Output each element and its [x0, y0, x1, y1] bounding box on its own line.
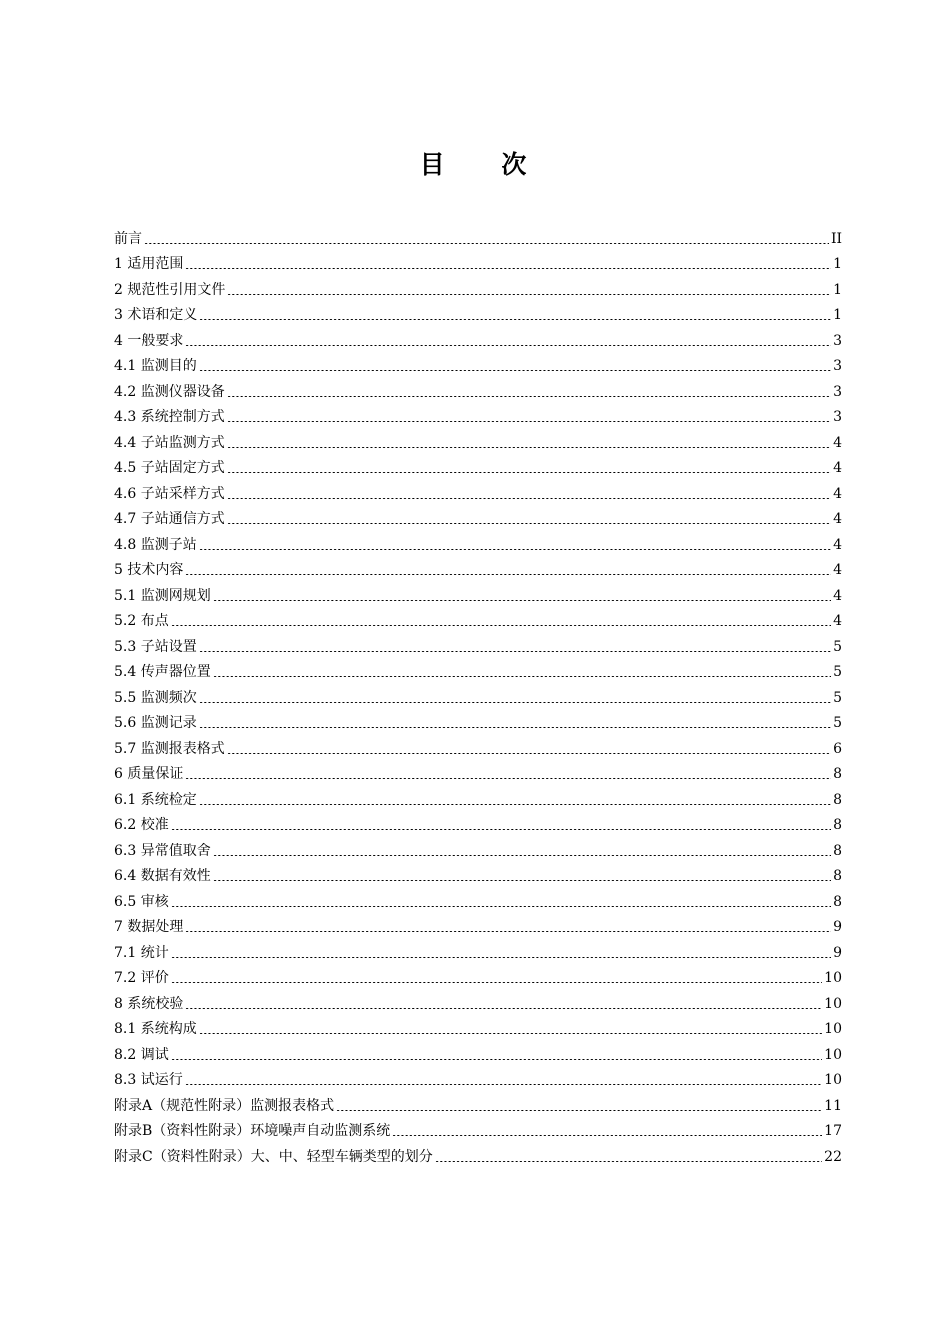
toc-entry[interactable]: [114, 1119, 842, 1145]
toc-entry-page-number: 1: [833, 281, 842, 298]
toc-leader-dots: [227, 498, 831, 499]
toc-entry-label: 前言: [114, 230, 142, 247]
toc-entry[interactable]: [114, 379, 842, 405]
toc-leader-dots: [435, 1161, 822, 1162]
toc-entry-label: 5.6 监测记录: [114, 715, 197, 732]
toc-entry[interactable]: [114, 405, 842, 431]
toc-entry-page-number: 8: [833, 817, 842, 834]
toc-entry-label: 6.1 系统检定: [114, 791, 197, 808]
toc-entry[interactable]: [114, 609, 842, 635]
toc-entry[interactable]: [114, 226, 842, 252]
toc-leader-dots: [171, 1059, 822, 1060]
toc-leader-dots: [171, 829, 831, 830]
toc-entry[interactable]: [114, 507, 842, 533]
toc-entry[interactable]: [114, 1042, 842, 1068]
toc-entry[interactable]: [114, 711, 842, 737]
toc-leader-dots: [199, 549, 831, 550]
toc-entry-label: 5.7 监测报表格式: [114, 740, 225, 757]
toc-leader-dots: [185, 778, 831, 779]
toc-leader-dots: [199, 727, 831, 728]
toc-entry-page-number: 10: [824, 970, 842, 987]
toc-entry[interactable]: [114, 1093, 842, 1119]
toc-leader-dots: [227, 294, 831, 295]
toc-entry-label: 7.2 评价: [114, 970, 169, 987]
toc-leader-dots: [227, 421, 831, 422]
toc-entry-page-number: 10: [824, 1021, 842, 1038]
toc-entry[interactable]: [114, 252, 842, 278]
toc-leader-dots: [199, 702, 831, 703]
toc-entry-label: 附录B（资料性附录）环境噪声自动监测系统: [114, 1123, 391, 1140]
toc-entry-page-number: 10: [824, 1046, 842, 1063]
toc-entry[interactable]: [114, 634, 842, 660]
toc-entry-label: 5 技术内容: [114, 562, 184, 579]
toc-entry[interactable]: [114, 354, 842, 380]
toc-entry[interactable]: [114, 787, 842, 813]
toc-entry[interactable]: [114, 583, 842, 609]
toc-entry-label: 8 系统校验: [114, 995, 184, 1012]
toc-entry-label: 4.5 子站固定方式: [114, 460, 225, 477]
toc-entry-label: 6.4 数据有效性: [114, 868, 211, 885]
toc-entry[interactable]: [114, 558, 842, 584]
toc-entry-page-number: 3: [833, 383, 842, 400]
toc-entry-label: 7 数据处理: [114, 919, 184, 936]
toc-entry[interactable]: [114, 736, 842, 762]
toc-entry-label: 8.2 调试: [114, 1046, 169, 1063]
toc-entry-page-number: 4: [833, 613, 842, 630]
toc-entry-page-number: 5: [833, 664, 842, 681]
toc-entry-label: 4.4 子站监测方式: [114, 434, 225, 451]
toc-entry-label: 2 规范性引用文件: [114, 281, 226, 298]
toc-entry[interactable]: [114, 940, 842, 966]
toc-leader-dots: [227, 396, 831, 397]
toc-entry-label: 8.1 系统构成: [114, 1021, 197, 1038]
toc-entry-label: 5.5 监测频次: [114, 689, 197, 706]
page-title: 目 次: [419, 150, 551, 179]
toc-entry-page-number: II: [830, 230, 842, 247]
toc-entry[interactable]: [114, 430, 842, 456]
toc-entry-label: 5.3 子站设置: [114, 638, 197, 655]
toc-entry-page-number: 9: [833, 944, 842, 961]
toc-entry-page-number: 10: [824, 995, 842, 1012]
toc-entry[interactable]: [114, 1068, 842, 1094]
toc-leader-dots: [199, 319, 831, 320]
toc-leader-dots: [213, 600, 831, 601]
table-of-contents: [114, 226, 842, 1170]
toc-entry-page-number: 4: [833, 587, 842, 604]
toc-entry-page-number: 4: [833, 536, 842, 553]
toc-entry-label: 4.1 监测目的: [114, 358, 197, 375]
toc-entry[interactable]: [114, 328, 842, 354]
toc-entry-page-number: 4: [833, 434, 842, 451]
toc-entry[interactable]: [114, 966, 842, 992]
toc-leader-dots: [185, 931, 831, 932]
toc-entry-page-number: 8: [833, 842, 842, 859]
toc-entry-page-number: 4: [833, 511, 842, 528]
toc-entry[interactable]: [114, 1017, 842, 1043]
toc-leader-dots: [144, 243, 829, 244]
toc-entry-page-number: 3: [833, 409, 842, 426]
toc-entry-label: 5.4 传声器位置: [114, 664, 211, 681]
toc-entry-page-number: 4: [833, 562, 842, 579]
toc-leader-dots: [227, 523, 831, 524]
toc-entry-label: 5.2 布点: [114, 613, 169, 630]
toc-entry-label: 6 质量保证: [114, 766, 184, 783]
toc-leader-dots: [213, 676, 831, 677]
toc-entry-label: 4.8 监测子站: [114, 536, 197, 553]
toc-entry-page-number: 8: [833, 791, 842, 808]
toc-entry-page-number: 5: [833, 689, 842, 706]
toc-entry-page-number: 3: [833, 332, 842, 349]
toc-entry-label: 6.3 异常值取舍: [114, 842, 211, 859]
toc-entry-label: 3 术语和定义: [114, 307, 198, 324]
toc-leader-dots: [336, 1110, 822, 1111]
toc-entry-label: 5.1 监测网规划: [114, 587, 211, 604]
toc-entry-page-number: 1: [833, 307, 842, 324]
toc-entry-page-number: 5: [833, 715, 842, 732]
toc-entry[interactable]: [114, 277, 842, 303]
toc-entry-label: 1 适用范围: [114, 256, 184, 273]
toc-entry[interactable]: [114, 762, 842, 788]
toc-entry-page-number: 8: [833, 766, 842, 783]
toc-entry-label: 7.1 统计: [114, 944, 169, 961]
toc-entry[interactable]: [114, 991, 842, 1017]
toc-leader-dots: [227, 472, 831, 473]
toc-entry-page-number: 4: [833, 460, 842, 477]
toc-entry-page-number: 17: [824, 1123, 842, 1140]
toc-leader-dots: [227, 447, 831, 448]
toc-entry[interactable]: [114, 660, 842, 686]
toc-leader-dots: [213, 880, 831, 881]
toc-leader-dots: [185, 268, 831, 269]
toc-leader-dots: [199, 1033, 822, 1034]
toc-entry-page-number: 6: [833, 740, 842, 757]
toc-leader-dots: [171, 957, 831, 958]
toc-leader-dots: [171, 906, 831, 907]
toc-entry-label: 4.3 系统控制方式: [114, 409, 225, 426]
toc-entry[interactable]: [114, 456, 842, 482]
toc-entry-label: 4.2 监测仪器设备: [114, 383, 225, 400]
toc-entry[interactable]: [114, 889, 842, 915]
toc-entry-label: 4 一般要求: [114, 332, 184, 349]
toc-entry-page-number: 4: [833, 485, 842, 502]
toc-entry-page-number: 8: [833, 868, 842, 885]
toc-entry-label: 8.3 试运行: [114, 1072, 183, 1089]
toc-leader-dots: [213, 855, 831, 856]
toc-leader-dots: [199, 804, 831, 805]
toc-entry-page-number: 5: [833, 638, 842, 655]
toc-entry-page-number: 11: [824, 1097, 842, 1114]
toc-entry-page-number: 1: [833, 256, 842, 273]
toc-entry[interactable]: [114, 303, 842, 329]
toc-entry-label: 6.5 审核: [114, 893, 169, 910]
toc-entry[interactable]: [114, 685, 842, 711]
toc-entry[interactable]: [114, 838, 842, 864]
toc-leader-dots: [227, 753, 831, 754]
toc-entry[interactable]: [114, 864, 842, 890]
toc-leader-dots: [392, 1135, 822, 1136]
toc-entry[interactable]: [114, 813, 842, 839]
toc-leader-dots: [199, 370, 831, 371]
toc-leader-dots: [199, 651, 831, 652]
toc-entry-label: 4.7 子站通信方式: [114, 511, 225, 528]
toc-entry-label: 附录A（规范性附录）监测报表格式: [114, 1097, 335, 1114]
toc-entry-label: 4.6 子站采样方式: [114, 485, 225, 502]
toc-entry-page-number: 22: [824, 1148, 842, 1165]
toc-entry[interactable]: [114, 481, 842, 507]
toc-entry-label: 6.2 校准: [114, 817, 169, 834]
toc-entry-page-number: 9: [833, 919, 842, 936]
toc-entry[interactable]: [114, 915, 842, 941]
toc-leader-dots: [185, 345, 831, 346]
toc-leader-dots: [185, 1008, 822, 1009]
toc-leader-dots: [185, 1084, 822, 1085]
toc-entry-page-number: 3: [833, 358, 842, 375]
toc-leader-dots: [185, 574, 831, 575]
toc-entry-page-number: 10: [824, 1072, 842, 1089]
toc-entry[interactable]: [114, 1144, 842, 1170]
toc-leader-dots: [171, 982, 822, 983]
toc-entry-page-number: 8: [833, 893, 842, 910]
toc-entry[interactable]: [114, 532, 842, 558]
toc-leader-dots: [171, 625, 831, 626]
toc-entry-label: 附录C（资料性附录）大、中、轻型车辆类型的划分: [114, 1148, 433, 1165]
